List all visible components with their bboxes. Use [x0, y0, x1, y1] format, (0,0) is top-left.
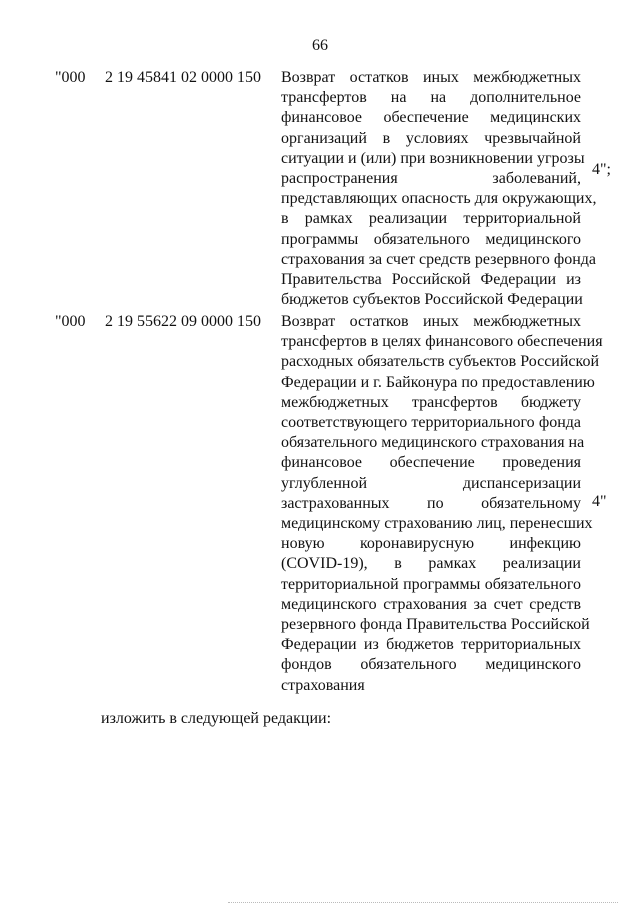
description-line: Федерации и г. Байконура по предоставлению [281, 373, 595, 391]
description-line: Федерации из бюджетов территориальных [281, 636, 581, 654]
description-line: Правительства Российской Федерации из [281, 271, 581, 289]
description-line: трансфертов на на дополнительное [281, 89, 581, 107]
description-line: резервного фонда Правительства Российской [281, 616, 590, 634]
description-line: в рамках реализации территориальной [281, 210, 581, 228]
description-line: новую коронавирусную инфекцию [281, 535, 581, 553]
description-line: ситуации и (или) при возникновении угрозы [281, 149, 585, 167]
description-line: обязательного медицинского страхования на [281, 434, 585, 452]
description-line: углубленной диспансеризации [281, 474, 581, 492]
description-line: медицинского страхования за счет средств [281, 595, 581, 613]
description-line: Возврат остатков иных межбюджетных [281, 313, 581, 330]
description-line: распространения заболеваний, [281, 170, 581, 188]
description-line: трансфертов в целях финансового обеспечения [281, 333, 603, 351]
description-line: страхования за счет средств резервного фонда [281, 250, 597, 268]
description-line: представляющих опасность для окружающих, [281, 190, 597, 208]
description-line: бюджетов субъектов Российской Федерации [281, 291, 583, 309]
description-line: программы обязательного медицинского [281, 230, 581, 248]
row-value: 4" [592, 493, 607, 510]
budget-classification-code: 2 19 45841 02 0000 150 [105, 69, 261, 86]
description-line: расходных обязательств субъектов Российской [281, 353, 600, 371]
description-line: межбюджетных трансфертов бюджету [281, 393, 581, 411]
row-description [281, 68, 597, 310]
description-line: организаций в условиях чрезвычайной [281, 129, 581, 147]
page-number: 66 [312, 37, 328, 54]
budget-classification-code: 2 19 55622 09 0000 150 [105, 313, 261, 330]
amendment-instruction: изложить в следующей редакции: [101, 710, 332, 727]
code-prefix: "000 [55, 313, 86, 330]
row-description [281, 312, 603, 696]
description-line: соответствующего территориального фонда [281, 414, 581, 432]
description-line: Возврат остатков иных межбюджетных [281, 69, 581, 86]
description-line: медицинскому страхованию лиц, перенесших [281, 515, 593, 533]
description-line: страхования [281, 676, 365, 694]
description-line: территориальной программы обязательного [281, 575, 581, 593]
description-line: застрахованных по обязательному [281, 494, 581, 512]
code-prefix: "000 [55, 69, 86, 86]
description-line: фондов обязательного медицинского [281, 656, 581, 674]
row-value: 4"; [592, 161, 611, 178]
description-line: (COVID-19), в рамках реализации [281, 555, 581, 573]
description-line: финансовое обеспечение проведения [281, 454, 581, 472]
description-line: финансовое обеспечение медицинских [281, 109, 581, 127]
scan-edge-artifact [228, 898, 618, 903]
